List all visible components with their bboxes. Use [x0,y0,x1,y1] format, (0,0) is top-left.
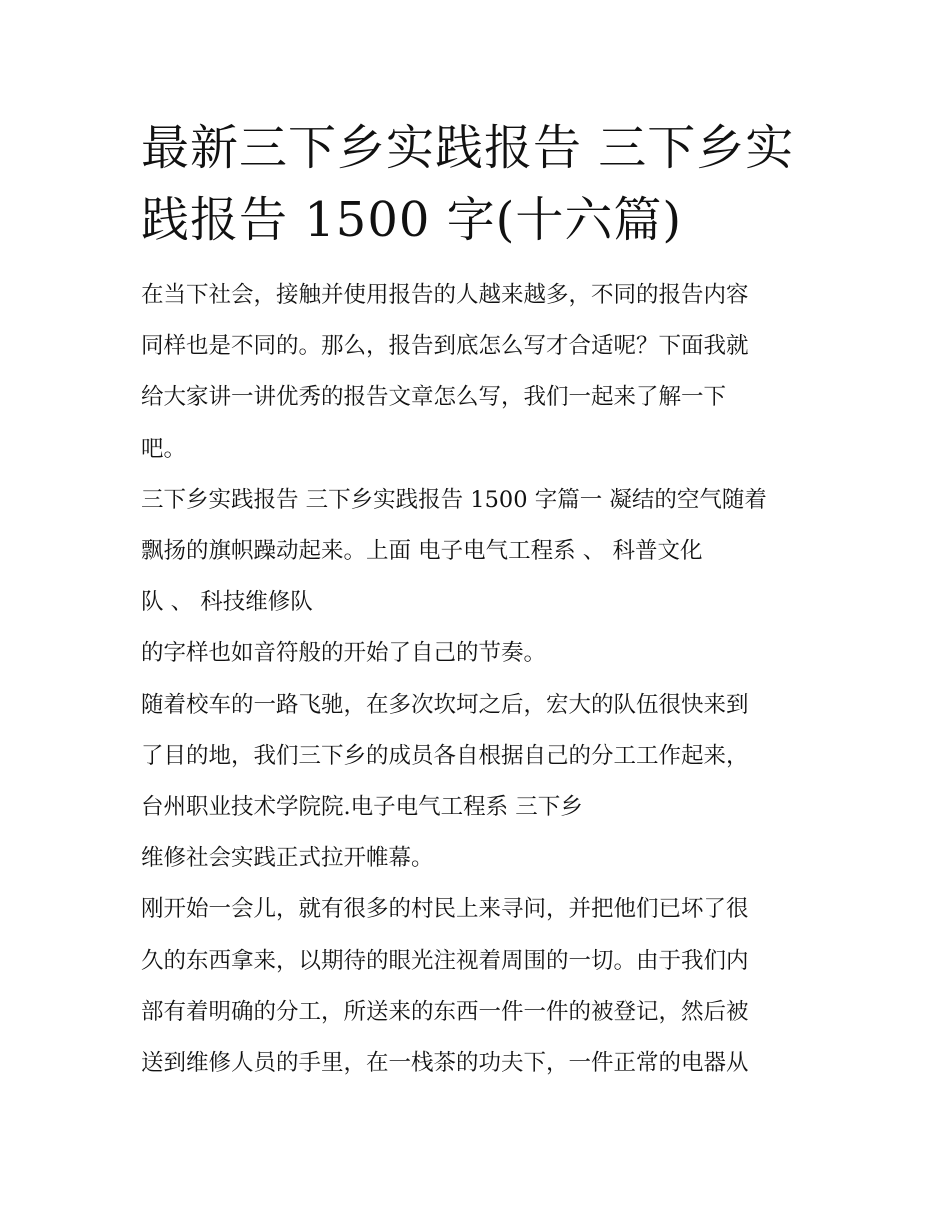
body-line: 台州职业技术学院院.电子电气工程系 三下乡 [141,794,583,821]
document-body [141,270,813,1089]
body-line: 了目的地，我们三下乡的成员各自根据自己的分工工作起来， [141,742,749,769]
body-line: 飘扬的旗帜躁动起来。上面 电子电气工程系 、 科普文化 [141,538,703,565]
body-line: 同样也是不同的。那么，报告到底怎么写才合适呢？下面我就 [141,333,749,360]
body-line: 久的东西拿来，以期待的眼光注视着周围的一切。由于我们内 [141,947,749,974]
body-line: 维修社会实践正式拉开帷幕。 [141,845,434,872]
body-line: 在当下社会，接触并使用报告的人越来越多，不同的报告内容 [141,282,749,308]
title-line: 践报告 1500 字(十六篇) [141,192,683,248]
body-line: 送到维修人员的手里，在一栈茶的功夫下，一件正常的电器从 [141,1050,749,1077]
body-line: 刚开始一会儿，就有很多的村民上来寻问，并把他们已坏了很 [141,896,749,923]
body-line: 部有着明确的分工，所送来的东西一件一件的被登记，然后被 [141,998,749,1025]
document-title [141,112,813,256]
document-content [141,112,813,1089]
body-line: 随着校车的一路飞驰，在多次坎坷之后，宏大的队伍很快来到 [141,691,749,718]
body-line: 队 、 科技维修队 [141,589,313,616]
body-line: 给大家讲一讲优秀的报告文章怎么写，我们一起来了解一下 [141,384,727,411]
body-line: 三下乡实践报告 三下乡实践报告 1500 字篇一 凝结的空气随着 [141,486,767,513]
title-line: 最新三下乡实践报告 三下乡实 [141,120,795,176]
body-line: 吧。 [141,435,187,462]
body-line: 的字样也如音符般的开始了自己的节奏。 [141,640,547,667]
